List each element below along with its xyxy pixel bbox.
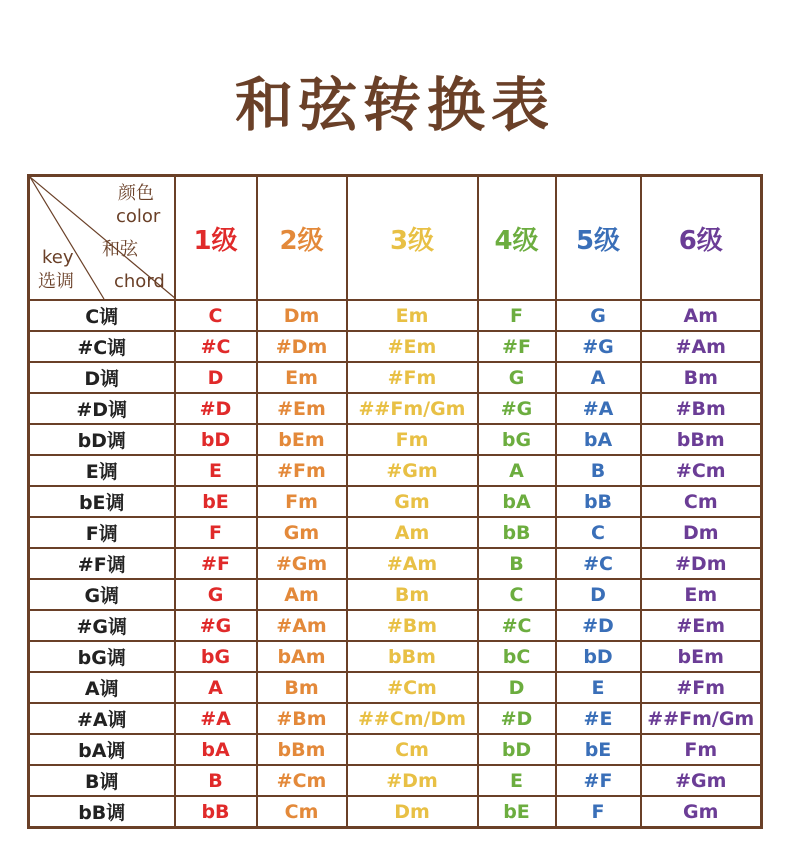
chord-cell-degree-6: #Gm	[641, 765, 762, 796]
chord-cell-degree-6: #Am	[641, 331, 762, 362]
chord-cell-degree-6: Em	[641, 579, 762, 610]
chord-cell-degree-4: #G	[478, 393, 556, 424]
header-row	[29, 176, 762, 301]
chord-cell-degree-3: Cm	[347, 734, 478, 765]
chord-cell-degree-5: bA	[556, 424, 641, 455]
degree-6-header: 6级	[641, 176, 762, 301]
key-cell: bA调	[29, 734, 175, 765]
chord-cell-degree-1: #F	[175, 548, 257, 579]
table-row	[29, 610, 762, 641]
chord-cell-degree-4: #D	[478, 703, 556, 734]
chord-cell-degree-1: #A	[175, 703, 257, 734]
table-row	[29, 672, 762, 703]
chord-cell-degree-5: #F	[556, 765, 641, 796]
key-cell: bD调	[29, 424, 175, 455]
table-row	[29, 393, 762, 424]
table-row	[29, 424, 762, 455]
table-row	[29, 641, 762, 672]
chord-cell-degree-5: #C	[556, 548, 641, 579]
table-row	[29, 486, 762, 517]
page-title: 和弦转换表	[234, 71, 555, 139]
chord-cell-degree-2: Am	[257, 579, 347, 610]
chord-cell-degree-4: E	[478, 765, 556, 796]
chord-cell-degree-3: Fm	[347, 424, 478, 455]
chord-cell-degree-2: Em	[257, 362, 347, 393]
chord-cell-degree-4: G	[478, 362, 556, 393]
degree-1-header: 1级	[175, 176, 257, 301]
chord-cell-degree-1: bE	[175, 486, 257, 517]
chord-cell-degree-5: E	[556, 672, 641, 703]
chord-cell-degree-6: Fm	[641, 734, 762, 765]
degree-4-header: 4级	[478, 176, 556, 301]
chord-cell-degree-6: Bm	[641, 362, 762, 393]
key-cell: D调	[29, 362, 175, 393]
chord-cell-degree-2: #Cm	[257, 765, 347, 796]
chord-cell-degree-1: #G	[175, 610, 257, 641]
table-row	[29, 796, 762, 828]
chord-cell-degree-5: D	[556, 579, 641, 610]
table-row	[29, 765, 762, 796]
chord-cell-degree-2: #Em	[257, 393, 347, 424]
chord-cell-degree-1: G	[175, 579, 257, 610]
chord-cell-degree-4: bG	[478, 424, 556, 455]
chord-cell-degree-6: #Em	[641, 610, 762, 641]
key-cell: #C调	[29, 331, 175, 362]
chord-cell-degree-6: Am	[641, 300, 762, 331]
chord-cell-degree-3: bBm	[347, 641, 478, 672]
corner-color-en: color	[116, 206, 161, 227]
table-row	[29, 517, 762, 548]
chord-conversion-table	[27, 174, 763, 829]
chord-cell-degree-1: bD	[175, 424, 257, 455]
table-row	[29, 734, 762, 765]
chord-cell-degree-2: Dm	[257, 300, 347, 331]
chord-cell-degree-5: B	[556, 455, 641, 486]
chord-cell-degree-1: C	[175, 300, 257, 331]
chord-cell-degree-3: Em	[347, 300, 478, 331]
chord-cell-degree-4: bD	[478, 734, 556, 765]
chord-cell-degree-1: #C	[175, 331, 257, 362]
key-cell: bG调	[29, 641, 175, 672]
chord-cell-degree-3: Dm	[347, 796, 478, 828]
chord-cell-degree-2: bBm	[257, 734, 347, 765]
degree-5-header: 5级	[556, 176, 641, 301]
chord-cell-degree-5: bB	[556, 486, 641, 517]
chord-cell-degree-4: bC	[478, 641, 556, 672]
chord-cell-degree-6: Cm	[641, 486, 762, 517]
table-row	[29, 362, 762, 393]
chord-cell-degree-1: bG	[175, 641, 257, 672]
key-cell: #D调	[29, 393, 175, 424]
chord-cell-degree-6: bBm	[641, 424, 762, 455]
corner-chord-cn: 和弦	[102, 239, 138, 260]
chord-cell-degree-2: Gm	[257, 517, 347, 548]
chord-cell-degree-6: Dm	[641, 517, 762, 548]
chord-cell-degree-4: bE	[478, 796, 556, 828]
key-cell: #F调	[29, 548, 175, 579]
chord-cell-degree-6: #Fm	[641, 672, 762, 703]
chord-cell-degree-5: bE	[556, 734, 641, 765]
chord-cell-degree-3: Bm	[347, 579, 478, 610]
chord-cell-degree-2: bAm	[257, 641, 347, 672]
chord-cell-degree-3: ##Cm/Dm	[347, 703, 478, 734]
chord-cell-degree-6: #Cm	[641, 455, 762, 486]
chord-cell-degree-1: E	[175, 455, 257, 486]
chord-cell-degree-1: A	[175, 672, 257, 703]
key-cell: #A调	[29, 703, 175, 734]
chord-cell-degree-1: bB	[175, 796, 257, 828]
chord-cell-degree-1: B	[175, 765, 257, 796]
chord-cell-degree-5: F	[556, 796, 641, 828]
chord-cell-degree-6: #Bm	[641, 393, 762, 424]
chord-cell-degree-3: #Am	[347, 548, 478, 579]
chord-cell-degree-5: #A	[556, 393, 641, 424]
chord-cell-degree-2: #Dm	[257, 331, 347, 362]
chord-cell-degree-1: #D	[175, 393, 257, 424]
chord-cell-degree-6: #Dm	[641, 548, 762, 579]
table-row	[29, 703, 762, 734]
chord-cell-degree-3: #Bm	[347, 610, 478, 641]
chord-cell-degree-2: #Am	[257, 610, 347, 641]
chord-cell-degree-4: #F	[478, 331, 556, 362]
chord-cell-degree-6: Gm	[641, 796, 762, 828]
chord-cell-degree-5: #E	[556, 703, 641, 734]
table-row	[29, 331, 762, 362]
corner-key-cn: 选调	[38, 271, 74, 292]
chord-cell-degree-2: Fm	[257, 486, 347, 517]
chord-cell-degree-3: #Fm	[347, 362, 478, 393]
corner-key-en: key	[42, 247, 74, 268]
chord-cell-degree-1: D	[175, 362, 257, 393]
chord-cell-degree-6: bEm	[641, 641, 762, 672]
chord-cell-degree-4: C	[478, 579, 556, 610]
chord-cell-degree-4: #C	[478, 610, 556, 641]
chord-cell-degree-4: F	[478, 300, 556, 331]
chord-cell-degree-3: #Cm	[347, 672, 478, 703]
chord-cell-degree-5: bD	[556, 641, 641, 672]
degree-3-header: 3级	[347, 176, 478, 301]
chord-cell-degree-5: A	[556, 362, 641, 393]
chord-cell-degree-2: #Gm	[257, 548, 347, 579]
degree-2-header: 2级	[257, 176, 347, 301]
chord-cell-degree-1: F	[175, 517, 257, 548]
table-row	[29, 579, 762, 610]
key-cell: bE调	[29, 486, 175, 517]
table-row	[29, 300, 762, 331]
chord-cell-degree-3: #Em	[347, 331, 478, 362]
key-cell: E调	[29, 455, 175, 486]
chord-cell-degree-6: ##Fm/Gm	[641, 703, 762, 734]
chord-cell-degree-3: ##Fm/Gm	[347, 393, 478, 424]
chord-cell-degree-5: C	[556, 517, 641, 548]
chord-cell-degree-3: #Gm	[347, 455, 478, 486]
chord-cell-degree-4: bB	[478, 517, 556, 548]
key-cell: B调	[29, 765, 175, 796]
table-row	[29, 455, 762, 486]
chord-cell-degree-5: G	[556, 300, 641, 331]
chord-cell-degree-2: Cm	[257, 796, 347, 828]
table-row	[29, 548, 762, 579]
corner-chord-en: chord	[114, 271, 165, 292]
chord-cell-degree-3: #Dm	[347, 765, 478, 796]
corner-cell	[29, 176, 175, 301]
chord-cell-degree-1: bA	[175, 734, 257, 765]
chord-cell-degree-2: Bm	[257, 672, 347, 703]
chord-cell-degree-3: Am	[347, 517, 478, 548]
key-cell: F调	[29, 517, 175, 548]
key-cell: #G调	[29, 610, 175, 641]
key-cell: C调	[29, 300, 175, 331]
chord-cell-degree-2: bEm	[257, 424, 347, 455]
chord-cell-degree-4: A	[478, 455, 556, 486]
chord-cell-degree-5: #D	[556, 610, 641, 641]
chord-cell-degree-3: Gm	[347, 486, 478, 517]
chord-cell-degree-4: B	[478, 548, 556, 579]
chord-cell-degree-2: #Bm	[257, 703, 347, 734]
chord-cell-degree-4: D	[478, 672, 556, 703]
corner-color-cn: 颜色	[118, 183, 154, 204]
key-cell: G调	[29, 579, 175, 610]
key-cell: bB调	[29, 796, 175, 828]
chord-cell-degree-2: #Fm	[257, 455, 347, 486]
chord-cell-degree-4: bA	[478, 486, 556, 517]
chord-cell-degree-5: #G	[556, 331, 641, 362]
key-cell: A调	[29, 672, 175, 703]
